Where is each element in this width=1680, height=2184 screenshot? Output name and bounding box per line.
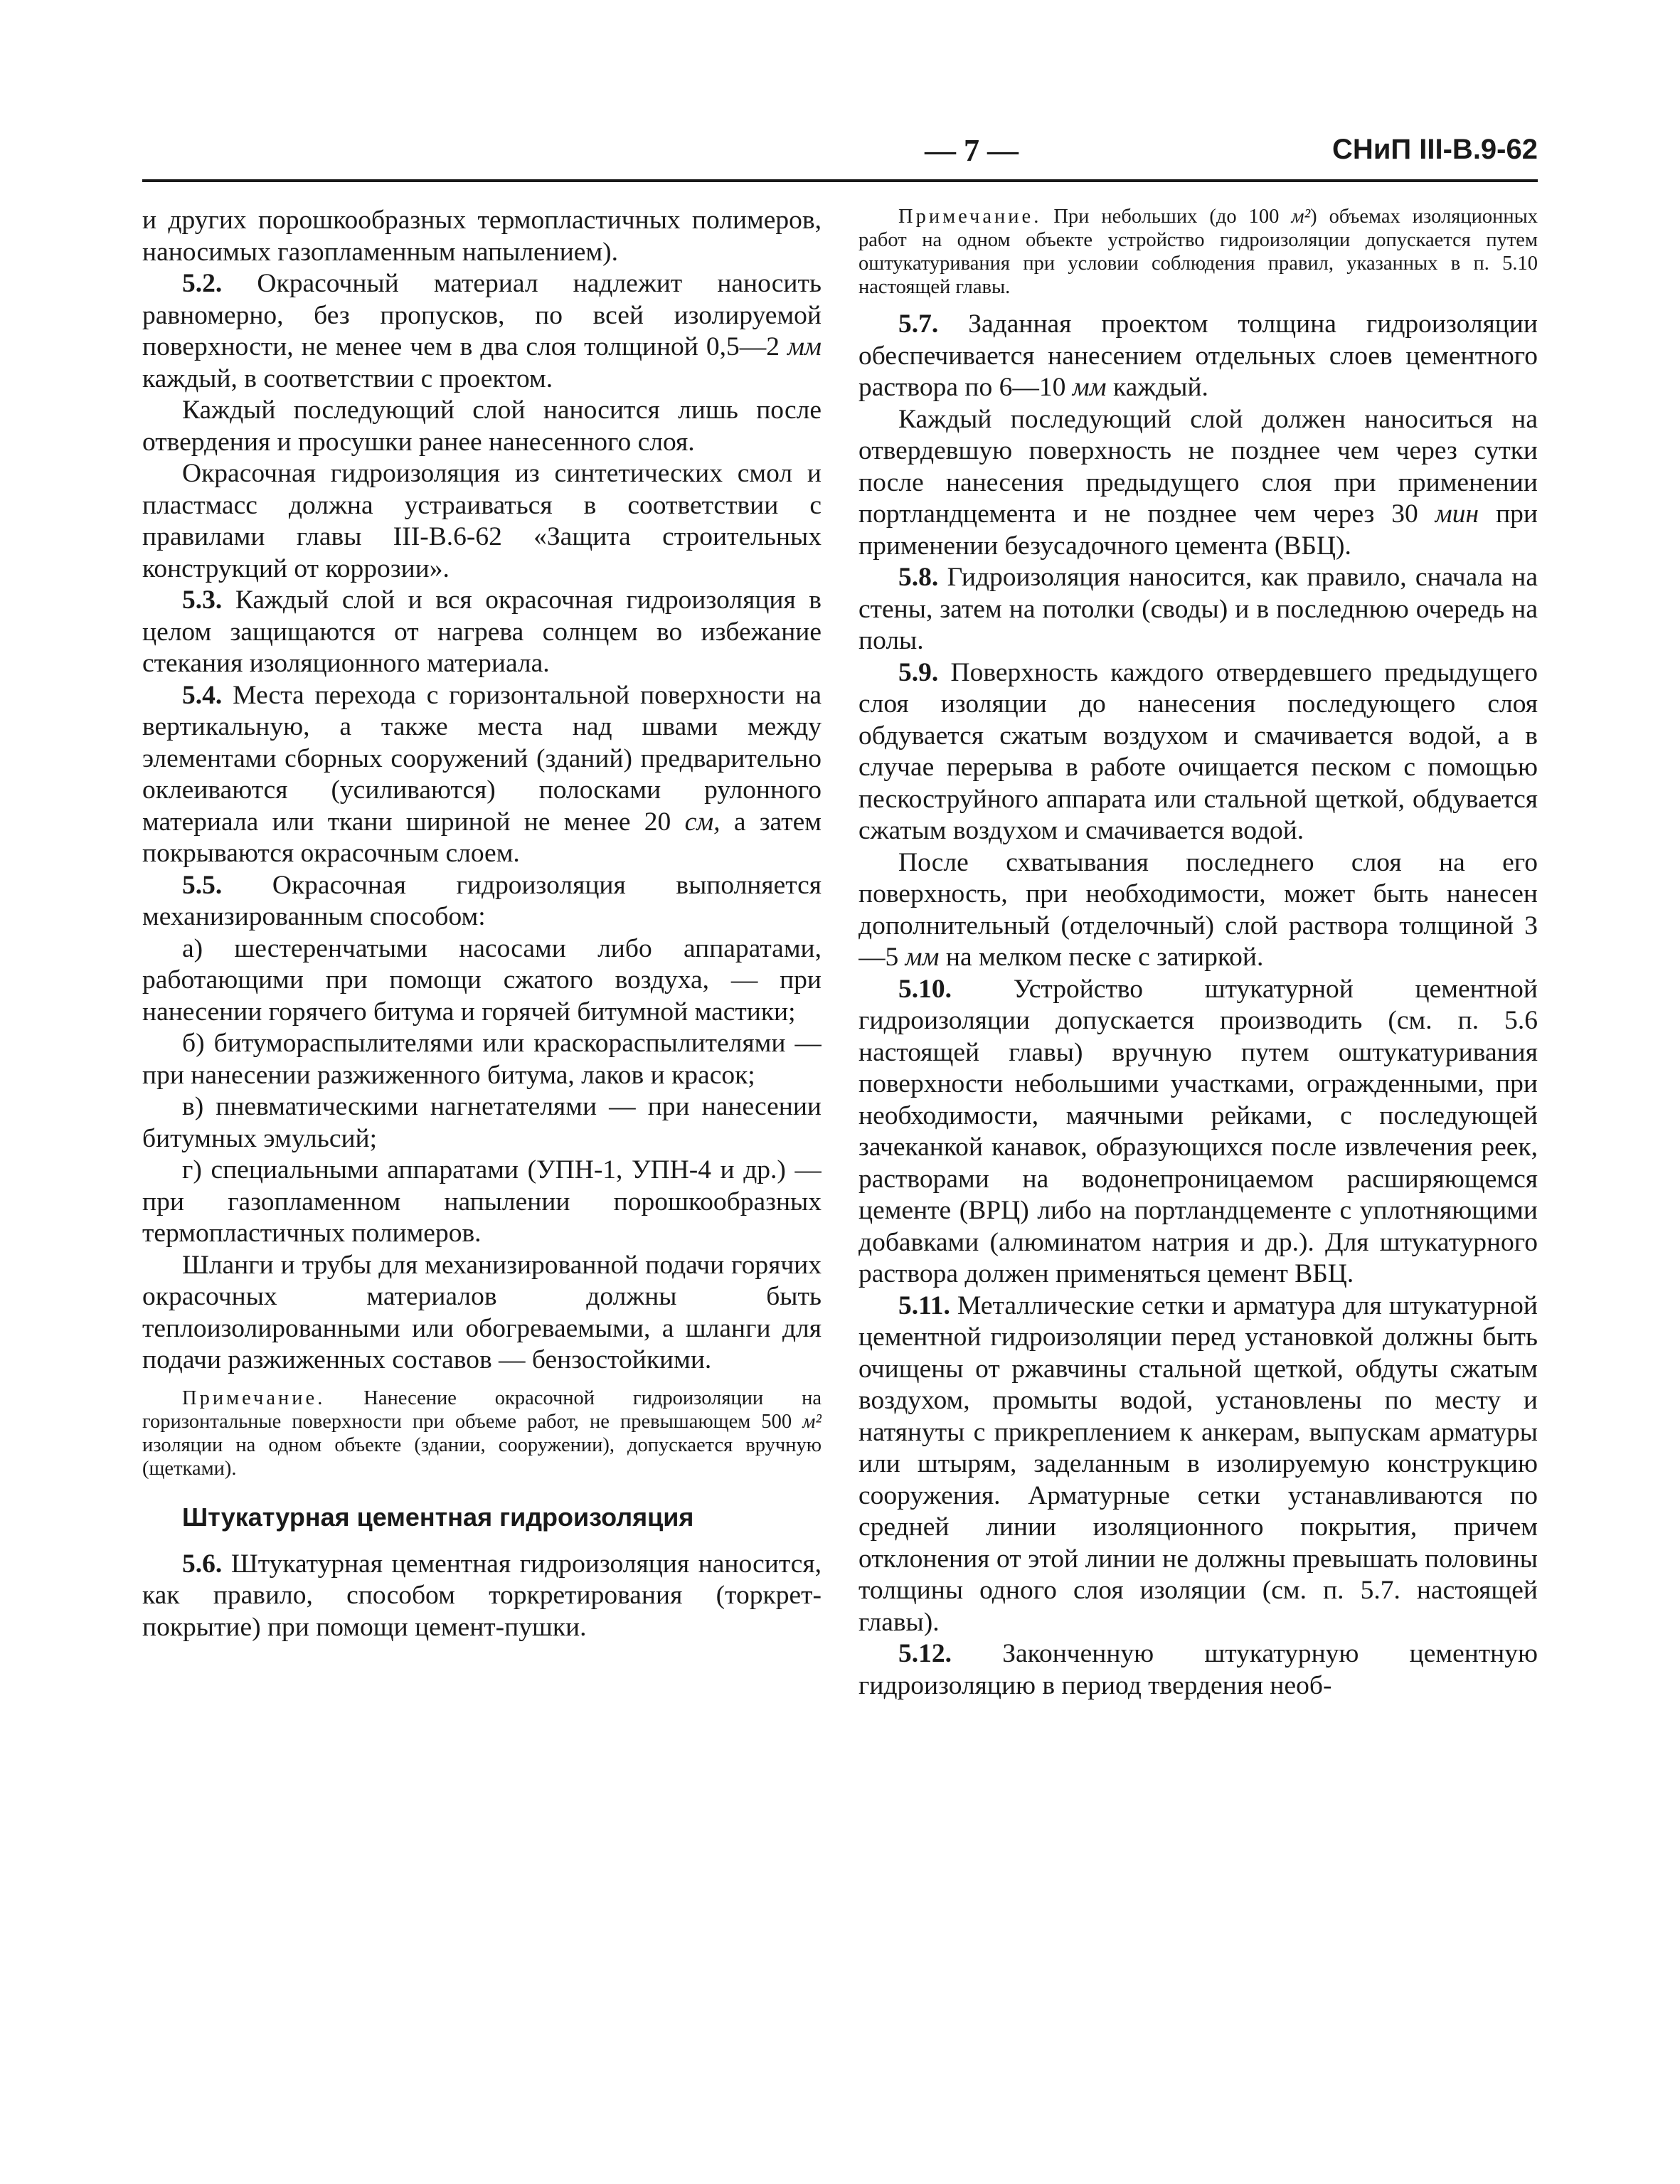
paragraph-continuation: и других порошкообразных термопластичных полимеров, наносимых газопламенным напылением). <box>142 206 822 267</box>
clause-5-5-paragraph-2: Шланги и трубы для механизированной подачи горячих окрасочных материалов должны быть теплоизолированными или обогреваемыми, а шланги для подачи разжиженных составов — бензостойкими. <box>142 1250 822 1374</box>
header-rule <box>142 179 1538 182</box>
clause-5-9: 5.9. Поверхность каждого отвердевшего предыдущего слоя изоляции до нанесения последующего слоя обдувается сжатым воздухом и смачивается водой, а в случае перерыва в работе очищается песком с помощью пескоструйного аппарата или стальной щеткой, обдувается сжатым воздухом и смачивается водой. <box>858 657 1538 845</box>
clause-5-2: 5.2. Окрасочный материал надлежит наносить равномерно, без пропусков, по всей изолируемой поверхности, не менее чем в два слоя толщиной 0,5—2 мм каждый, в соответствии с проектом. <box>142 269 822 393</box>
clause-5-12: 5.12. Законченную штукатурную цементную гидроизоляцию в период твердения необ- <box>858 1639 1538 1700</box>
note-right: Примечание. При небольших (до 100 м²) объемах изоляционных работ на одном объекте устройство гидроизоляции допускается путем оштукатуривания при условии соблюдения правил, указанных в п. 5.10 настоящей главы. <box>858 206 1538 298</box>
clause-5-5-item-a: а) шестеренчатыми насосами либо аппаратами, работающими при помощи сжатого воздуха, — при нанесении горячего битума и горячей битумной мастики; <box>142 933 822 1027</box>
clause-5-8: 5.8. Гидроизоляция наносится, как правило, сначала на стены, затем на потолки (своды) и в последнюю очередь на полы. <box>858 563 1538 655</box>
section-heading: Штукатурная цементная гидроизоляция <box>182 1502 694 1532</box>
left-column <box>142 205 822 2168</box>
clause-5-4: 5.4. Места перехода с горизонтальной поверхности на вертикальную, а также места над швами между элементами сборных сооружений (зданий) предварительно оклеиваются (усиливаются) полосками рулонного материала или ткани шириной не менее 20 см, а затем покрываются окрасочным слоем. <box>142 680 822 868</box>
document-code: СНиП III-В.9-62 <box>1332 134 1538 165</box>
clause-5-10: 5.10. Устройство штукатурной цементной гидроизоляции допускается производить (см. п. 5.6 настоящей главы) вручную путем оштукатуривания поверхности небольшими участками, огражденными, при необходимости, маячными рейками, с последующей зачеканкой канавок, образующихся после извлечения реек, растворами на водонепроницаемом расширяющемся цементе (ВРЦ) либо на портландцементе с уплотняющими добавками (алюминатом натрия и др.). Для штукатурного раствора должен применяться цемент ВБЦ. <box>858 974 1538 1288</box>
clause-5-5-item-c: в) пневматическими нагнетателями — при нанесении битумных эмульсий; <box>142 1092 822 1153</box>
right-column <box>858 205 1538 2168</box>
clause-5-6: 5.6. Штукатурная цементная гидроизоляция наносится, как правило, способом торкретирования (торкрет-покрытие) при помощи цемент-пушки. <box>142 1549 822 1642</box>
clause-5-2-paragraph-3: Окрасочная гидроизоляция из синтетических смол и пластмасс должна устраиваться в соответствии с правилами главы III-В.6-62 «Защита строительных конструкций от коррозии». <box>142 459 822 583</box>
clause-5-3: 5.3. Каждый слой и вся окрасочная гидроизоляция в целом защищаются от нагрева солнцем во избежание стекания изоляционного материала. <box>142 585 822 678</box>
clause-5-5-item-b: б) битумораспылителями или краскораспылителями — при нанесении разжиженного битума, лаков и красок; <box>142 1029 822 1090</box>
note-left: Примечание. Нанесение окрасочной гидроизоляции на горизонтальные поверхности при объеме работ, не превышающем 500 м² изоляции на одном объекте (здании, сооружении), допускается вручную (щетками). <box>142 1387 822 1480</box>
clause-5-9-paragraph-2: После схватывания последнего слоя на его поверхность, при необходимости, может быть нанесен дополнительный (отделочный) слой раствора толщиной 3—5 мм на мелком песке с затиркой. <box>858 847 1538 972</box>
clause-5-2-paragraph-2: Каждый последующий слой наносится лишь после отвердения и просушки ранее нанесенного слоя. <box>142 396 822 457</box>
clause-5-11: 5.11. Металлические сетки и арматура для штукатурной цементной гидроизоляции перед установкой должны быть очищены от ржавчины стальной щеткой, обдуты сжатым воздухом, промыты водой, установлены по месту и натянуты с прикреплением к анкерам, выпускам арматуры или штырям, заделанным в изолируемую конструкцию сооружения. Арматурные сетки устанавливаются по средней линии изоляционного покрытия, причем отклонения от этой линии не должны превышать половины толщины одного слоя изоляции (см. п. 5.7. настоящей главы). <box>858 1290 1538 1637</box>
page-number: — 7 — <box>925 133 1019 168</box>
clause-5-7: 5.7. Заданная проектом толщина гидроизоляции обеспечивается нанесением отдельных слоев цементного раствора по 6—10 мм каждый. <box>858 309 1538 402</box>
clause-5-5-item-d: г) специальными аппаратами (УПН-1, УПН-4 и др.) — при газопламенном напылении порошкообразных термопластичных полимеров. <box>142 1155 822 1248</box>
clause-5-7-paragraph-2: Каждый последующий слой должен наноситься на отвердевшую поверхность не позднее чем через сутки после нанесения предыдущего слоя при применении портландцемента и не позднее чем через 30 мин при применении безусадочного цемента (ВБЦ). <box>858 404 1538 561</box>
page-header <box>142 132 1538 175</box>
clause-5-5: 5.5. Окрасочная гидроизоляция выполняется механизированным способом: <box>142 870 822 931</box>
